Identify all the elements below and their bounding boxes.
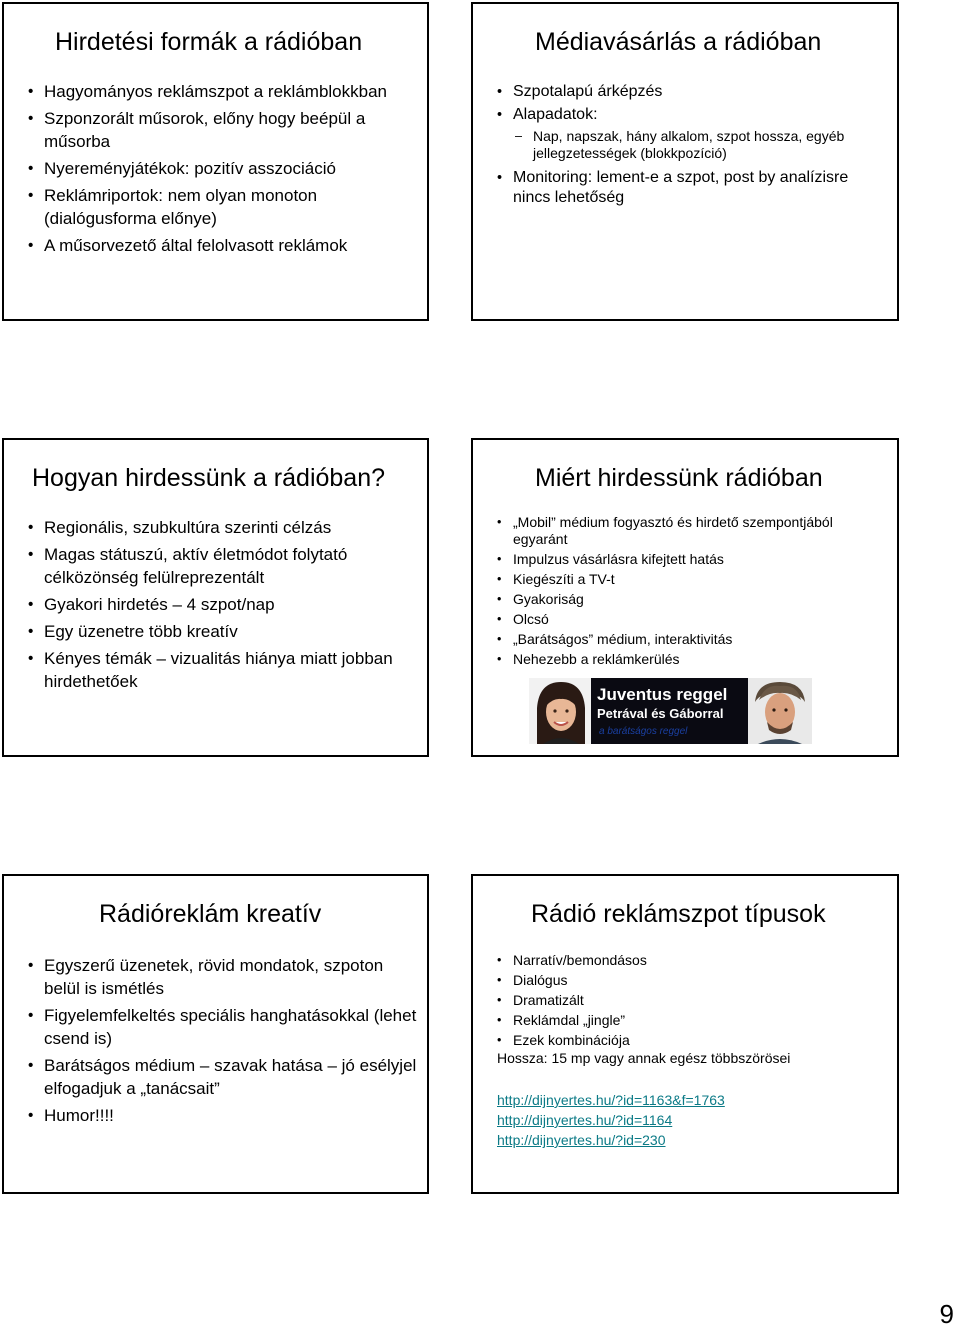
bullet-list bbox=[28, 80, 418, 261]
bullet-item: • Olcsó bbox=[497, 611, 887, 628]
presenter-photo-left bbox=[529, 678, 591, 744]
bullet-item: • Reklámriportok: nem olyan monoton (dialógusforma előnye) bbox=[28, 184, 418, 230]
example-link[interactable]: http://dijnyertes.hu/?id=230 bbox=[497, 1132, 666, 1148]
bullet-list bbox=[28, 516, 418, 697]
slide-hogyan-hirdessunk bbox=[2, 438, 429, 757]
slide-radioreklam-kreativ bbox=[2, 874, 429, 1194]
slide-title: Rádióreklám kreatív bbox=[99, 900, 322, 928]
bullet-list bbox=[497, 950, 887, 1050]
banner-line-2: Petrával és Gáborral bbox=[597, 706, 724, 721]
bullet-item: • Dramatizált bbox=[497, 990, 887, 1010]
bullet-item: • Nyereményjátékok: pozitív asszociáció bbox=[28, 157, 418, 180]
banner-line-1: Juventus reggel bbox=[597, 685, 728, 704]
slide-hirdetesi-formak bbox=[2, 2, 429, 321]
bullet-item: • Barátságos médium – szavak hatása – jó esélyjel elfogadjuk a „tanácsait” bbox=[28, 1054, 418, 1100]
bullet-item: • Kényes témák – vizualitás hiánya miatt jobban hirdethetőek bbox=[28, 647, 418, 693]
bullet-list bbox=[497, 514, 887, 671]
bullet-item: • Alapadatok: bbox=[497, 105, 887, 125]
bullet-item: • Egy üzenetre több kreatív bbox=[28, 620, 418, 643]
bullet-item: • Szpotalapú árképzés bbox=[497, 82, 887, 102]
slide-title: Miért hirdessünk rádióban bbox=[535, 464, 823, 492]
bullet-list bbox=[497, 82, 887, 211]
example-link[interactable]: http://dijnyertes.hu/?id=1163&f=1763 bbox=[497, 1092, 725, 1108]
bullet-item: • Szponzorált műsorok, előny hogy beépül a műsorba bbox=[28, 107, 418, 153]
bullet-item: • Impulzus vásárlásra kifejtett hatás bbox=[497, 551, 887, 568]
bullet-item: • Humor!!!! bbox=[28, 1104, 418, 1127]
bullet-item: • Figyelemfelkeltés speciális hanghatásokkal (lehet csend is) bbox=[28, 1004, 418, 1050]
slide-title: Rádió reklámszpot típusok bbox=[531, 900, 826, 928]
bullet-item: • Narratív/bemondásos bbox=[497, 950, 887, 970]
bullet-item: • Regionális, szubkultúra szerinti célzás bbox=[28, 516, 418, 539]
bullet-item: • Monitoring: lement-e a szpot, post by analízisre nincs lehetőség bbox=[497, 168, 887, 208]
banner-title-block bbox=[591, 678, 748, 744]
slide-title: Médiavásárlás a rádióban bbox=[535, 28, 822, 56]
bullet-item: • Hagyományos reklámszpot a reklámblokkban bbox=[28, 80, 418, 103]
slide-miert-hirdessunk bbox=[471, 438, 899, 757]
bullet-list bbox=[28, 954, 418, 1131]
bullet-item: • A műsorvezető által felolvasott reklámok bbox=[28, 234, 418, 257]
spot-length-note: Hossza: 15 mp vagy annak egész többszörösei bbox=[497, 1050, 791, 1066]
slide-title: Hirdetési formák a rádióban bbox=[55, 28, 363, 56]
bullet-item: • Nehezebb a reklámkerülés bbox=[497, 651, 887, 668]
bullet-item: • „Barátságos” médium, interaktivitás bbox=[497, 631, 887, 648]
radio-show-banner-image bbox=[529, 678, 812, 744]
bullet-item: • Dialógus bbox=[497, 970, 887, 990]
bullet-item: • „Mobil” médium fogyasztó és hirdető szempontjából egyaránt bbox=[497, 514, 887, 548]
slide-reklamszpot-tipusok bbox=[471, 874, 899, 1194]
example-link[interactable]: http://dijnyertes.hu/?id=1164 bbox=[497, 1112, 673, 1128]
page-number: 9 bbox=[939, 1299, 954, 1329]
slide-mediavasarlas bbox=[471, 2, 899, 321]
slide-title: Hogyan hirdessünk a rádióban? bbox=[32, 464, 386, 492]
bullet-item: • Reklámdal „jingle” bbox=[497, 1010, 887, 1030]
bullet-item: • Kiegészíti a TV-t bbox=[497, 571, 887, 588]
bullet-item: • Magas státuszú, aktív életmódot folytató célközönség felülreprezentált bbox=[28, 543, 418, 589]
example-links bbox=[497, 1090, 725, 1150]
sub-bullet-item: – Nap, napszak, hány alkalom, szpot hossza, egyéb jellegzetességek (blokkpozíció) bbox=[515, 128, 887, 162]
bullet-item: • Egyszerű üzenetek, rövid mondatok, szpoton belül is ismétlés bbox=[28, 954, 418, 1000]
bullet-item: • Ezek kombinációja bbox=[497, 1030, 887, 1050]
bullet-item: • Gyakori hirdetés – 4 szpot/nap bbox=[28, 593, 418, 616]
presenter-photo-right bbox=[748, 678, 812, 744]
banner-line-3: a barátságos reggel bbox=[599, 726, 688, 737]
bullet-item: • Gyakoriság bbox=[497, 591, 887, 608]
